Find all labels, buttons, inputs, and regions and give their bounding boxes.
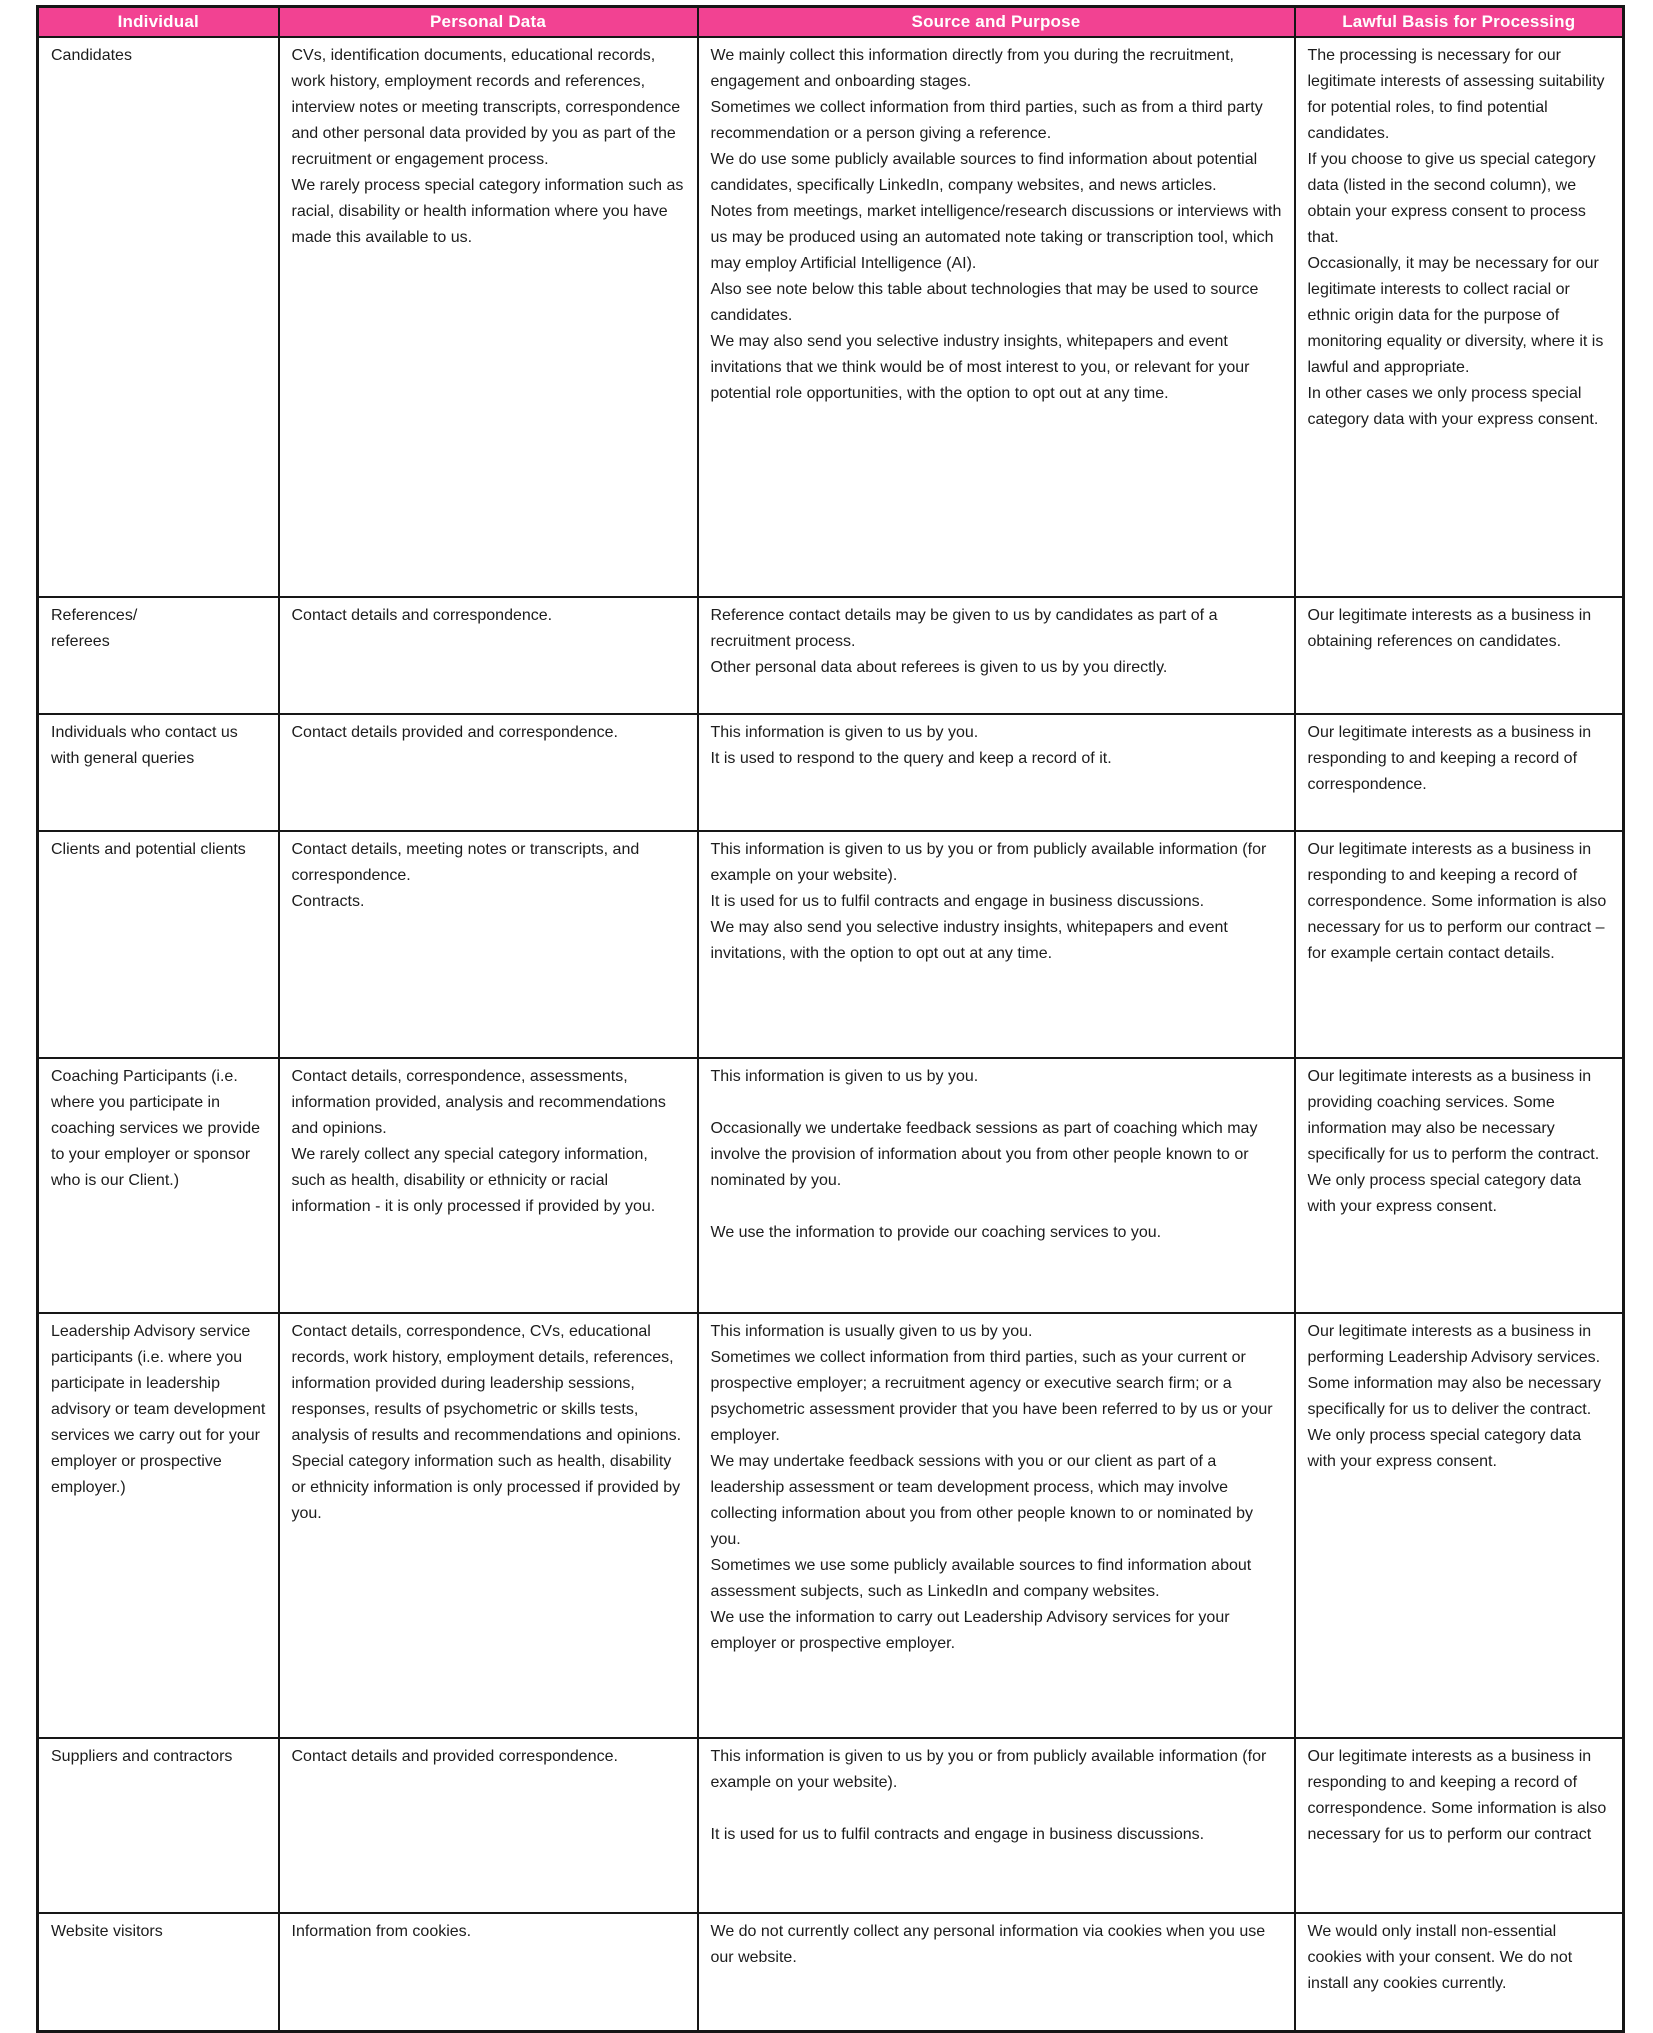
cell-paragraph: Website visitors [51,1923,163,1940]
cell-paragraph: This information is given to us by you. [710,1068,979,1085]
cell-individual [38,1913,279,2032]
cell-source-purpose [698,1913,1295,2032]
cell-individual [38,1058,279,1313]
table-row [38,831,1624,1058]
cell-paragraph: Our legitimate interests as a business in performing Leadership Advisory services. Some information may also be necessary specifically for us to deliver the contract. [1307,1323,1601,1418]
cell-personal-data [279,1313,698,1738]
cell-paragraph: Contact details, correspondence, assessments, information provided, analysis and recommendations and opinions. [291,1068,666,1137]
cell-paragraph: Our legitimate interests as a business in responding to and keeping a record of correspondence. [1307,724,1592,793]
cell-paragraph: We may also send you selective industry insights, whitepapers and event invitations that we think would be of most interest to you, or relevant for your potential role opportunities, with the option to opt out at any time. [710,333,1250,402]
cell-paragraph: Contact details, correspondence, CVs, educational records, work history, employment details, references, information provided during leadership sessions, responses, results of psychometric or skills tests, analysis of results and recommendations and opinions. [291,1323,682,1444]
cell-paragraph: Other personal data about referees is given to us by you directly. [710,659,1168,676]
cell-paragraph: We may also send you selective industry insights, whitepapers and event invitations, with the option to opt out at any time. [710,919,1228,962]
cell-paragraph: Occasionally we undertake feedback sessions as part of coaching which may involve the provision of information about you from other people known to or nominated by you. [710,1120,1258,1189]
cell-paragraph: This information is given to us by you. [710,724,979,741]
cell-paragraph: Contact details, meeting notes or transcripts, and correspondence. [291,841,640,884]
cell-paragraph: It is used for us to fulfil contracts and engage in business discussions. [710,1826,1205,1843]
cell-personal-data [279,597,698,714]
cell-lawful-basis [1295,1313,1624,1738]
cell-individual [38,1738,279,1913]
cell-paragraph: This information is usually given to us by you. [710,1323,1033,1340]
cell-paragraph: referees [51,633,110,650]
cell-paragraph: The processing is necessary for our legitimate interests of assessing suitability for potential roles, to find potential candidates. [1307,47,1605,142]
cell-lawful-basis [1295,37,1624,597]
table-body [38,37,1624,2032]
cell-paragraph: We only process special category data with your express consent. [1307,1172,1582,1215]
table-row [38,714,1624,831]
cell-source-purpose [698,1058,1295,1313]
cell-paragraph [711,1796,1282,1822]
cell-personal-data [279,831,698,1058]
cell-paragraph: Reference contact details may be given to us by candidates as part of a recruitment process. [710,607,1218,650]
cell-paragraph: Occasionally, it may be necessary for our legitimate interests to collect racial or ethnic origin data for the purpose of monitoring equality or diversity, where it is lawful and appropriate. [1307,255,1604,376]
cell-paragraph: Our legitimate interests as a business in responding to and keeping a record of correspondence. Some information is also necessary for us to perform our contract – for example certain contact details. [1307,841,1607,962]
cell-paragraph: In other cases we only process special category data with your express consent. [1307,385,1599,428]
cell-individual [38,597,279,714]
cell-paragraph: We use the information to provide our coaching services to you. [710,1224,1162,1241]
column-header-personal-data: Personal Data [279,7,698,38]
cell-paragraph: Individuals who contact us with general queries [51,724,238,767]
cell-paragraph: We rarely process special category information such as racial, disability or health information where you have made this available to us. [291,177,684,246]
cell-individual [38,831,279,1058]
cell-paragraph: We use the information to carry out Leadership Advisory services for your employer or prospective employer. [710,1609,1230,1652]
cell-individual [38,714,279,831]
cell-personal-data [279,37,698,597]
cell-paragraph: Clients and potential clients [51,841,246,858]
table-header-row [38,7,1624,38]
table-row [38,37,1624,597]
cell-paragraph: Sometimes we collect information from third parties, such as your current or prospective employer; a recruitment agency or executive search firm; or a psychometric assessment provider that you have been referred to by us or your employer. [710,1349,1273,1444]
table-row [38,1913,1624,2032]
cell-individual [38,1313,279,1738]
cell-personal-data [279,1913,698,2032]
cell-paragraph: This information is given to us by you or from publicly available information (for example on your website). [710,841,1267,884]
cell-paragraph: Contact details and provided correspondence. [291,1748,618,1765]
cell-source-purpose [698,831,1295,1058]
cell-personal-data [279,1058,698,1313]
cell-paragraph: Information from cookies. [291,1923,472,1940]
cell-paragraph: We may undertake feedback sessions with you or our client as part of a leadership assessment or team development process, which may involve collecting information about you from other people known to or nominated by you. [710,1453,1254,1548]
column-header-source-and-purpose: Source and Purpose [698,7,1295,38]
cell-paragraph: Contact details and correspondence. [291,607,553,624]
table-row [38,597,1624,714]
cell-paragraph: We do not currently collect any personal information via cookies when you use our website. [710,1923,1266,1966]
cell-lawful-basis [1295,1738,1624,1913]
cell-paragraph: This information is given to us by you or from publicly available information (for example on your website). [710,1748,1267,1791]
column-header-individual: Individual [38,7,279,38]
cell-individual [38,37,279,597]
cell-paragraph: Also see note below this table about technologies that may be used to source candidates. [710,281,1259,324]
cell-paragraph: We only process special category data with your express consent. [1307,1427,1582,1470]
cell-paragraph: References/ [51,607,138,624]
cell-lawful-basis [1295,714,1624,831]
cell-paragraph: Candidates [51,47,132,64]
cell-paragraph: We mainly collect this information directly from you during the recruitment, engagement and onboarding stages. [710,47,1234,90]
table-row [38,1058,1624,1313]
table-row [38,1738,1624,1913]
cell-lawful-basis [1295,1913,1624,2032]
cell-paragraph: Our legitimate interests as a business in providing coaching services. Some information may also be necessary specifically for us to perform the contract. [1307,1068,1600,1163]
cell-paragraph: We rarely collect any special category information, such as health, disability or ethnicity or racial information - it is only processed if provided by you. [291,1146,656,1215]
cell-paragraph: Suppliers and contractors [51,1748,233,1765]
cell-paragraph: CVs, identification documents, educational records, work history, employment records and references, interview notes or meeting transcripts, correspondence and other personal data provided by you as part of the recruitment or engagement process. [291,47,681,168]
cell-paragraph: It is used for us to fulfil contracts and engage in business discussions. [710,893,1205,910]
cell-paragraph: Sometimes we collect information from third parties, such as from a third party recommendation or a person giving a reference. [710,99,1263,142]
cell-source-purpose [698,1738,1295,1913]
cell-paragraph: If you choose to give us special category data (listed in the second column), we obtain your express consent to process that. [1307,151,1596,246]
table-row [38,1313,1624,1738]
cell-paragraph: Coaching Participants (i.e. where you participate in coaching services we provide to your employer or sponsor who is our Client.) [51,1068,260,1189]
cell-paragraph: It is used to respond to the query and keep a record of it. [710,750,1112,767]
cell-source-purpose [698,714,1295,831]
column-header-lawful-basis: Lawful Basis for Processing [1295,7,1624,38]
cell-personal-data [279,1738,698,1913]
cell-paragraph: Contracts. [291,893,365,910]
cell-source-purpose [698,597,1295,714]
cell-source-purpose [698,1313,1295,1738]
cell-paragraph: Contact details provided and correspondence. [291,724,618,741]
privacy-data-table [36,5,1625,2033]
cell-paragraph [711,1090,1282,1116]
cell-lawful-basis [1295,597,1624,714]
cell-paragraph: Our legitimate interests as a business in responding to and keeping a record of correspondence. Some information is also necessary for us to perform our contract [1307,1748,1607,1843]
cell-paragraph: Our legitimate interests as a business in obtaining references on candidates. [1307,607,1592,650]
cell-paragraph [711,1194,1282,1220]
cell-paragraph: Special category information such as health, disability or ethnicity information is only processed if provided by you. [291,1453,681,1522]
cell-source-purpose [698,37,1295,597]
cell-paragraph: We do use some publicly available sources to find information about potential candidates, specifically LinkedIn, company websites, and news articles. [710,151,1258,194]
cell-paragraph: Notes from meetings, market intelligence/research discussions or interviews with us may be produced using an automated note taking or transcription tool, which may employ Artificial Intelligence (AI). [710,203,1282,272]
cell-paragraph: We would only install non-essential cookies with your consent. We do not install any cookies currently. [1307,1923,1573,1992]
cell-lawful-basis [1295,831,1624,1058]
cell-paragraph: Leadership Advisory service participants (i.e. where you participate in leadership advisory or team development services we carry out for your employer or prospective employer.) [51,1323,266,1496]
cell-lawful-basis [1295,1058,1624,1313]
cell-paragraph: Sometimes we use some publicly available sources to find information about assessment subjects, such as LinkedIn and company websites. [710,1557,1252,1600]
cell-personal-data [279,714,698,831]
